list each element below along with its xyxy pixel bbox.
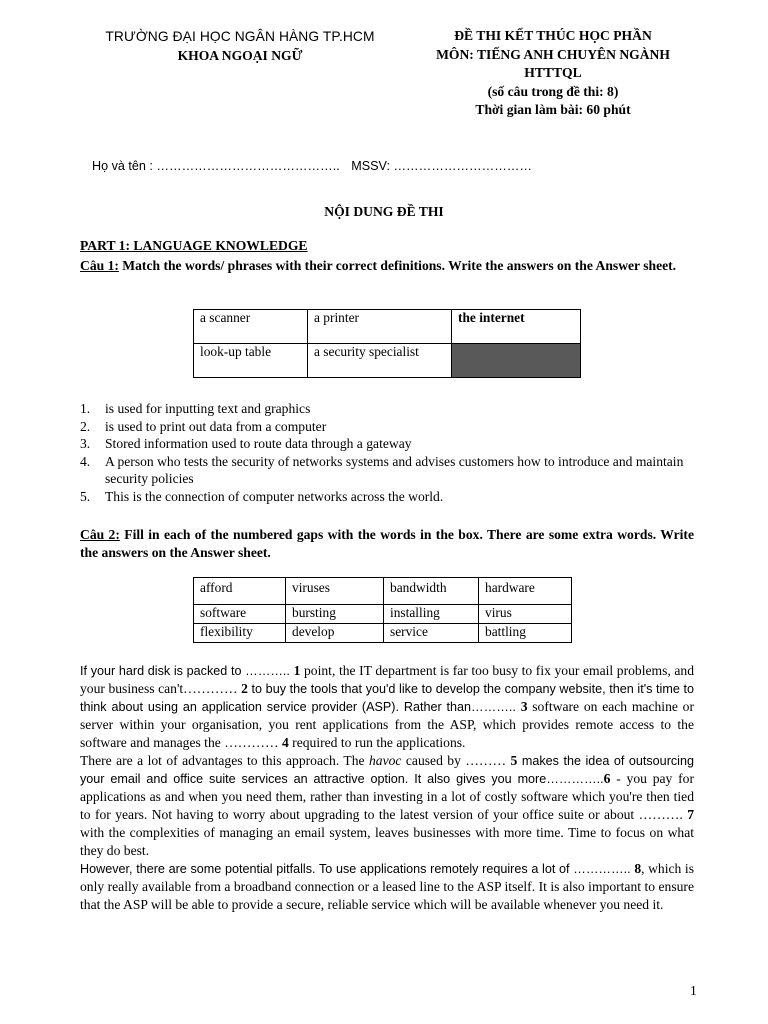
shaded-empty-cell <box>452 344 581 378</box>
table-cell: bandwidth <box>384 578 479 605</box>
passage-text: - you pay for applications as and when you need them, rather than investing in a lot of costly software which you're then tied to for years. Not having to worry about upgrading to the latest version of your office suite or about ………. <box>80 771 694 822</box>
passage-text: caused by ……… <box>401 753 511 768</box>
passage-text: However, there are some potential pitfalls. To use applications remotely requires a lot of ………….. <box>80 862 635 876</box>
table-cell <box>452 310 581 344</box>
question-2-prompt <box>80 526 694 562</box>
gap-number: 4 <box>281 735 289 750</box>
gap-number: 7 <box>687 807 694 822</box>
header-right <box>408 27 698 120</box>
passage-paragraph-2 <box>80 752 694 860</box>
table-cell: hardware <box>479 578 572 605</box>
exam-duration: Thời gian làm bài: 60 phút <box>475 102 631 117</box>
passage-text: point, the IT department is far too busy to fix your email problems, and your business can't………… <box>80 663 694 696</box>
passage-text: , which is only really available from a broadband connection or a leased line to the ASP itself. It is also important to ensure that the ASP will be able to provide a secure, reliable service which will be available whenever you need it. <box>80 861 695 912</box>
table-cell: service <box>384 624 479 643</box>
gap-number: 5 <box>510 753 518 768</box>
list-number: 1. <box>80 401 91 416</box>
table-cell: a security specialist <box>308 344 452 378</box>
gap-number: 3 <box>520 699 528 714</box>
table-cell: flexibility <box>194 624 286 643</box>
question-2-number: Câu 2: <box>80 527 120 542</box>
table-cell: software <box>194 605 286 624</box>
list-number: 2. <box>80 418 91 434</box>
school-name: TRƯỜNG ĐẠI HỌC NGÂN HÀNG TP.HCM <box>105 29 375 44</box>
list-number: 3. <box>80 436 91 452</box>
gap-number: 1 <box>293 663 301 678</box>
list-text: This is the connection of computer networks across the world. <box>105 488 444 504</box>
department-name: KHOA NGOẠI NGỮ <box>177 48 303 63</box>
gap-number: 8 <box>634 861 642 876</box>
question-1-prompt <box>80 257 694 275</box>
passage-text: There are a lot of advantages to this approach. The <box>80 753 369 768</box>
passage-text: If your hard disk is packed to ……….. <box>80 664 294 678</box>
question-count: (số câu trong đề thi: 8) <box>487 83 619 99</box>
subject-line-2: HTTTQL <box>524 65 582 80</box>
exam-title: ĐỀ THI KẾT THÚC HỌC PHẦN <box>454 28 652 43</box>
header-left <box>80 27 400 65</box>
table-cell: a printer <box>308 310 452 344</box>
page-number: 1 <box>690 983 697 998</box>
question-1-word-table <box>193 309 581 378</box>
table-cell: look-up table <box>194 344 308 378</box>
gap-number: 2 <box>241 681 248 696</box>
list-item <box>80 453 694 488</box>
question-2-text: Fill in each of the numbered gaps with the words in the box. There are some extra words. Write the answers on the Answer sheet. <box>80 527 694 560</box>
passage-italic: havoc <box>368 753 402 768</box>
content-title: NỘI DUNG ĐỀ THI <box>324 204 444 219</box>
subject-line-1: MÔN: TIẾNG ANH CHUYÊN NGÀNH <box>436 46 670 62</box>
table-cell: a scanner <box>194 310 308 344</box>
part-1-title: PART 1: LANGUAGE KNOWLEDGE <box>80 238 308 253</box>
passage-text: software on each machine or server within your organisation, you rent applications from the ASP, which provides remote access to the software and manages the ………… <box>80 699 694 750</box>
list-number: 4. <box>80 453 91 469</box>
student-info-line <box>92 159 532 173</box>
gap-number: 6 <box>603 771 611 786</box>
passage-paragraph-1 <box>80 662 694 752</box>
table-cell: virus <box>479 605 572 624</box>
cloze-passage <box>80 662 694 914</box>
list-item <box>80 488 694 506</box>
list-item <box>80 418 694 436</box>
student-id-field: MSSV: …………………………… <box>351 159 532 173</box>
list-item <box>80 435 694 453</box>
passage-text: makes the idea of outsourcing your email and office suite services an attractive option. It also gives you more………….. <box>80 754 694 786</box>
passage-text: with the complexities of managing an email system, leaves businesses with more time. Time to focus on what they do best. <box>80 825 694 858</box>
question-1-text: Match the words/ phrases with their correct definitions. Write the answers on the Answer sheet. <box>118 258 677 273</box>
passage-text: to buy the tools that you'd like to develop the company website, then it's time to think about using an application service provider (ASP). Rather than……….. <box>80 682 694 714</box>
table-cell: viruses <box>286 578 384 605</box>
list-text: Stored information used to route data through a gateway <box>105 436 412 452</box>
table-cell: afford <box>194 578 286 605</box>
table-cell: develop <box>286 624 384 643</box>
student-name-field: Họ và tên : …………………………………….. <box>92 159 340 173</box>
list-number: 5. <box>80 488 91 504</box>
question-2-word-box <box>193 577 572 643</box>
list-text: A person who tests the security of networks systems and advises customers how to introduce and maintain security policies <box>105 453 684 487</box>
list-item <box>80 400 694 418</box>
table-cell: bursting <box>286 605 384 624</box>
table-cell: installing <box>384 605 479 624</box>
list-text: is used for inputting text and graphics <box>105 401 311 416</box>
table-cell: battling <box>479 624 572 643</box>
passage-paragraph-3 <box>80 860 694 914</box>
list-text: is used to print out data from a computer <box>105 418 327 434</box>
definition-list <box>80 400 694 506</box>
question-1-number: Câu 1: <box>80 258 119 273</box>
table-cell-bold: the internet <box>458 310 525 325</box>
passage-text: required to run the applications. <box>288 735 466 750</box>
